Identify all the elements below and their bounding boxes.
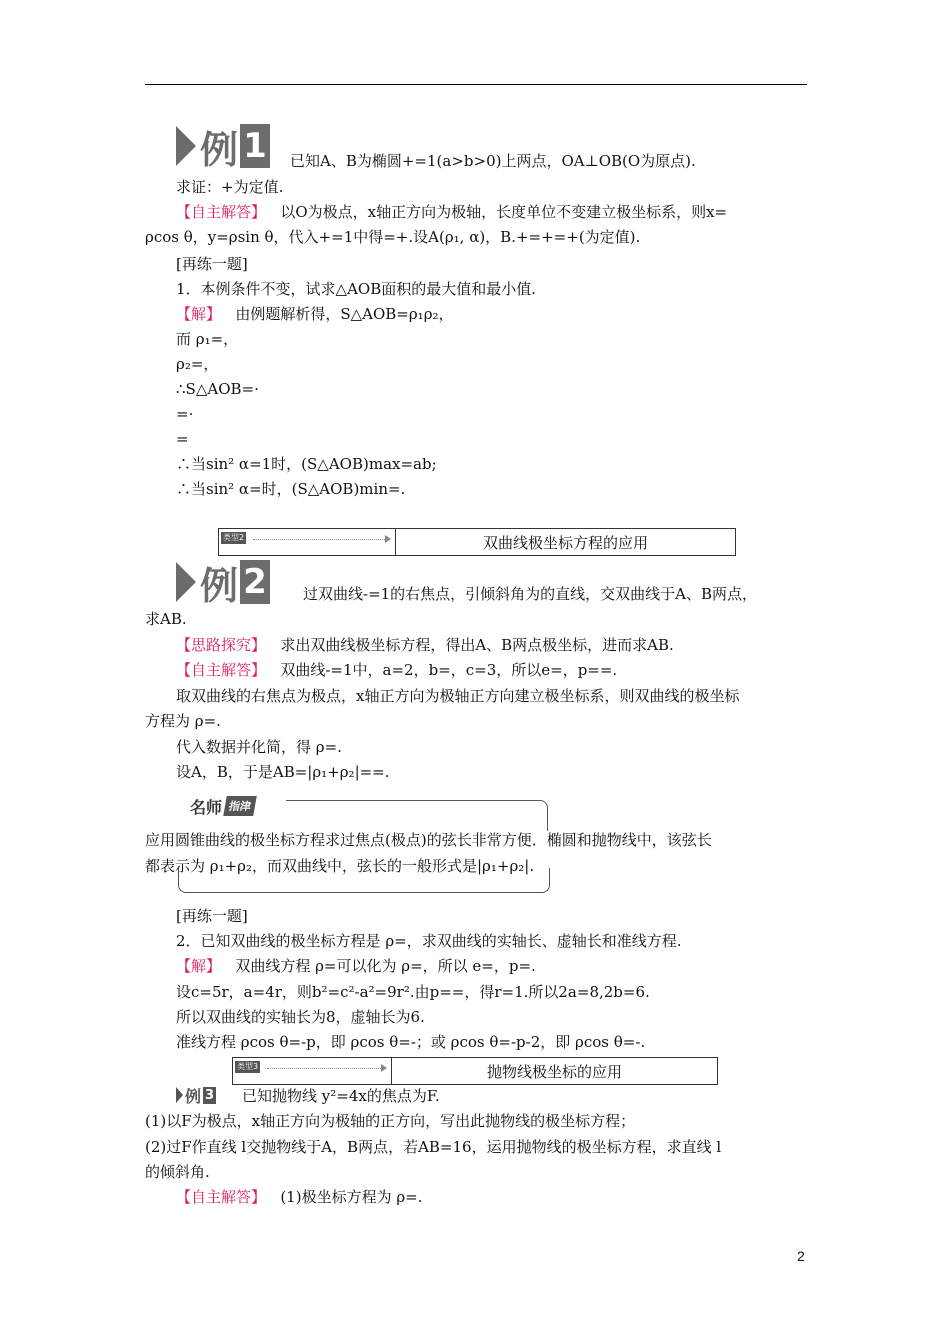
ex3-q2-line2: 的倾斜角. <box>145 1163 210 1181</box>
solution-tag: 【自主解答】 <box>176 1188 267 1206</box>
ex2-solution-line3: 方程为 ρ=. <box>145 712 221 730</box>
type2-tag <box>219 529 396 555</box>
practice2-line3: 所以双曲线的实轴长为8，虚轴长为6. <box>176 1008 425 1026</box>
example-2-badge <box>176 558 270 606</box>
ex1-stem: 已知A、B为椭圆+=1(a>b>0)上两点，OA⊥OB(O为原点). <box>290 152 696 170</box>
practice1-line8: ∴当sin² α=时，(S△AOB)min=. <box>176 480 406 498</box>
example-3-badge <box>176 1085 216 1105</box>
type2-title: 双曲线极坐标方程的应用 <box>482 533 648 552</box>
type2-label: 类型2 <box>223 533 245 542</box>
example-word: 例 <box>185 1086 202 1106</box>
triangle-icon <box>176 562 196 602</box>
example-word: 例 <box>200 563 237 608</box>
example-word: 例 <box>200 127 237 172</box>
practice1-line4: ∴S△AOB=· <box>176 380 259 398</box>
type3-header <box>232 1057 718 1085</box>
arrow-head-icon <box>385 535 391 543</box>
type2-header <box>218 528 736 556</box>
answer-text: 由例题解析得，S△AOB=ρ₁ρ₂， <box>235 305 454 323</box>
solution-tag: 【自主解答】 <box>176 203 267 221</box>
idea-text: 求出双曲线极坐标方程，得出A、B两点极坐标，进而求AB. <box>280 636 674 654</box>
arrow-head-icon <box>381 1064 387 1072</box>
practice-header: [再练一题] <box>176 907 248 925</box>
practice1-line7: ∴当sin² α=1时，(S△AOB)max=ab; <box>176 455 437 473</box>
ex2-stem-line2: 求AB. <box>145 610 187 628</box>
example-number: 2 <box>240 560 270 604</box>
ex2-solution-line1 <box>176 659 617 681</box>
ex3-q2-line1: (2)过F作直线 l交抛物线于A，B两点，若AB=16，运用抛物线的极坐标方程，求直线 l <box>145 1138 722 1156</box>
practice1-line5: =· <box>176 405 194 423</box>
top-rule <box>145 84 807 85</box>
ex2-solution-line2: 取双曲线的右焦点为极点，x轴正方向为极轴正方向建立极坐标系，则双曲线的极坐标 <box>176 687 740 705</box>
practice1-line3: ρ₂=， <box>176 355 219 373</box>
answer-tag: 【解】 <box>176 305 222 323</box>
type3-tag <box>233 1058 392 1084</box>
ex1-prove: 求证：+为定值. <box>176 178 284 196</box>
answer-tag: 【解】 <box>176 957 222 975</box>
triangle-icon <box>176 1087 183 1103</box>
solution-text: 以O为极点，x轴正方向为极轴，长度单位不变建立极坐标系，则x= <box>280 203 728 221</box>
ex2-solution-line5: 设A，B，于是AB=|ρ₁+ρ₂|==. <box>176 763 390 781</box>
solution-text: (1)极坐标方程为 ρ=. <box>280 1188 423 1206</box>
practice1-line2: 而 ρ₁=， <box>176 330 239 348</box>
practice2-answer <box>176 955 536 977</box>
practice2-line2: 设c=5r，a=4r，则b²=c²-a²=9r².由p==，得r=1.所以2a=8,2b=6. <box>176 983 650 1001</box>
ex2-idea <box>176 634 674 656</box>
triangle-icon <box>176 126 196 166</box>
answer-text: 双曲线方程 ρ=可以化为 ρ=，所以 e=，p=. <box>235 957 536 975</box>
ex1-solution-line1 <box>176 201 727 223</box>
example-1-badge <box>176 122 270 170</box>
tip-line1: 应用圆锥曲线的极坐标方程求过焦点(极点)的弦长非常方便．椭圆和抛物线中，该弦长 <box>145 831 712 849</box>
idea-tag: 【思路探究】 <box>176 636 267 654</box>
tip-line2: 都表示为 ρ₁+ρ₂，而双曲线中，弦长的一般形式是|ρ₁+ρ₂|. <box>145 857 535 875</box>
practice1-question: 1．本例条件不变，试求△AOB面积的最大值和最小值. <box>176 280 537 298</box>
tip-label-a: 名师 <box>190 797 223 817</box>
practice1-answer <box>176 303 454 325</box>
solution-tag: 【自主解答】 <box>176 661 267 679</box>
arrow-line-icon <box>253 539 387 540</box>
ex2-stem-line1: 过双曲线-=1的右焦点，引倾斜角为的直线，交双曲线于A、B两点， <box>303 585 758 603</box>
tip-frame-top <box>286 800 548 831</box>
page-number: 2 <box>797 1248 805 1264</box>
ex3-stem: 已知抛物线 y²=4x的焦点为F. <box>242 1087 440 1105</box>
ex3-solution <box>176 1186 423 1208</box>
ex2-solution-line4: 代入数据并化简，得 ρ=. <box>176 738 342 756</box>
practice1-line6: = <box>176 430 189 448</box>
ex3-q1: (1)以F为极点，x轴正方向为极轴的正方向，写出此抛物线的极坐标方程； <box>145 1112 636 1130</box>
ex1-solution-line2: ρcos θ，y=ρsin θ，代入+=1中得=+.设A(ρ₁, α)，B.+=+=+(为定值). <box>145 228 641 246</box>
arrow-line-icon <box>267 1068 383 1069</box>
example-number: 3 <box>204 1087 215 1103</box>
practice-header: [再练一题] <box>176 255 248 273</box>
type3-title: 抛物线极坐标的应用 <box>486 1062 622 1081</box>
practice2-line4: 准线方程 ρcos θ=-p，即 ρcos θ=-；或 ρcos θ=-p-2，即 ρcos θ=-. <box>176 1033 646 1051</box>
example-number: 1 <box>240 124 270 168</box>
type3-label: 类型3 <box>237 1062 259 1071</box>
solution-text: 双曲线-=1中，a=2，b=，c=3，所以e=，p==. <box>280 661 618 679</box>
tip-label-b: 指津 <box>223 796 257 816</box>
teacher-tip-label <box>190 794 255 818</box>
practice2-question: 2．已知双曲线的极坐标方程是 ρ=，求双曲线的实轴长、虚轴长和准线方程. <box>176 932 682 950</box>
